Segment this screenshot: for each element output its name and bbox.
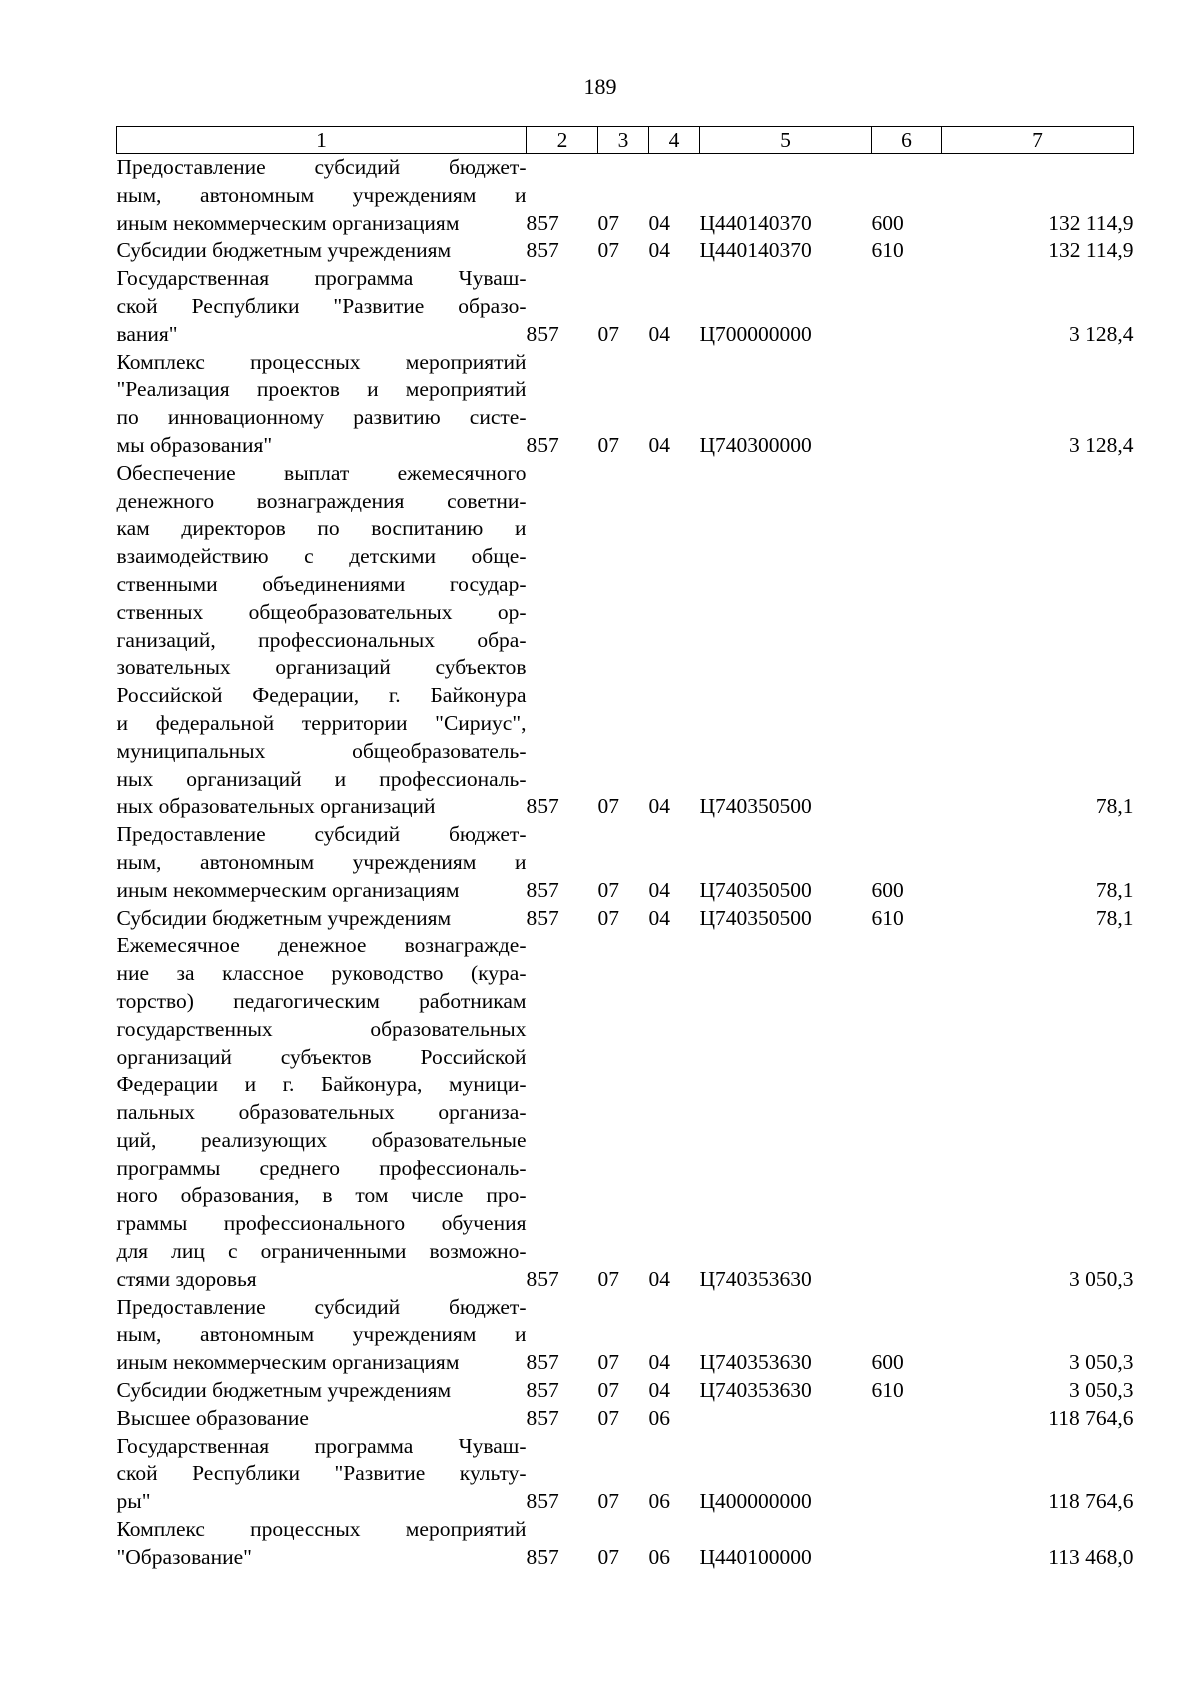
subsection-code: 06 bbox=[648, 1405, 670, 1430]
ministry-code: 857 bbox=[526, 1544, 559, 1569]
amount-value: 78,1 bbox=[1095, 877, 1134, 902]
ministry-code: 857 bbox=[526, 210, 559, 235]
subsection-code: 04 bbox=[648, 432, 670, 457]
ministry-code: 857 bbox=[526, 238, 559, 263]
row-name-line: ственными объединениями государ- bbox=[116, 571, 527, 596]
target-article-code: Ц740353630 bbox=[699, 1350, 812, 1375]
ministry-code: 857 bbox=[526, 1489, 559, 1514]
amount-value: 132 114,9 bbox=[1048, 210, 1134, 235]
section-code: 07 bbox=[597, 794, 619, 819]
amount-value: 113 468,0 bbox=[1048, 1544, 1134, 1569]
table-row bbox=[117, 1433, 1134, 1516]
row-name-line: вания" bbox=[116, 321, 178, 346]
row-name-line: Федерации и г. Байконура, муници- bbox=[116, 1072, 527, 1097]
row-name-line: по инновационному развитию систе- bbox=[116, 405, 527, 430]
expense-type-code bbox=[872, 460, 942, 821]
expense-type-code: 600 bbox=[871, 1350, 904, 1375]
column-header-3: 3 bbox=[598, 127, 649, 154]
section-code: 07 bbox=[597, 238, 619, 263]
expense-type-code bbox=[872, 1516, 942, 1572]
section-code: 07 bbox=[597, 321, 619, 346]
row-name-line: ным, автономным учреждениям и bbox=[116, 849, 527, 874]
row-name-line: ным, автономным учреждениям и bbox=[116, 1322, 527, 1347]
section-code: 07 bbox=[597, 1544, 619, 1569]
target-article-code: Ц740350500 bbox=[699, 794, 812, 819]
row-name bbox=[117, 154, 527, 238]
amount-value: 78,1 bbox=[1095, 905, 1134, 930]
column-header-1: 1 bbox=[117, 127, 527, 154]
row-name bbox=[117, 1294, 527, 1377]
row-name-line: кам директоров по воспитанию и bbox=[116, 516, 527, 541]
target-article-code: Ц740353630 bbox=[699, 1378, 812, 1403]
amount-value: 132 114,9 bbox=[1048, 238, 1134, 263]
row-name-line: "Образование" bbox=[116, 1544, 252, 1569]
ministry-code: 857 bbox=[526, 1378, 559, 1403]
subsection-code: 04 bbox=[648, 238, 670, 263]
row-name-line: взаимодействию с детскими обще- bbox=[116, 544, 527, 569]
row-name bbox=[117, 1516, 527, 1572]
column-header-4: 4 bbox=[649, 127, 700, 154]
amount-value: 3 128,4 bbox=[1069, 432, 1134, 457]
subsection-code: 04 bbox=[648, 905, 670, 930]
table-row bbox=[117, 460, 1134, 821]
budget-table bbox=[116, 126, 1134, 1572]
row-name-line: ской Республики "Развитие культу- bbox=[116, 1461, 527, 1486]
subsection-code: 04 bbox=[648, 1350, 670, 1375]
table-body bbox=[117, 154, 1134, 1572]
row-name bbox=[117, 905, 527, 933]
table-row bbox=[117, 1377, 1134, 1405]
row-name-line: Высшее образование bbox=[116, 1405, 309, 1430]
ministry-code: 857 bbox=[526, 1266, 559, 1291]
column-header-7: 7 bbox=[942, 127, 1134, 154]
column-header-2: 2 bbox=[527, 127, 598, 154]
table-row bbox=[117, 1294, 1134, 1377]
table-row bbox=[117, 154, 1134, 238]
amount-value: 78,1 bbox=[1095, 794, 1134, 819]
section-code: 07 bbox=[597, 905, 619, 930]
column-header-5: 5 bbox=[700, 127, 872, 154]
row-name-line: ственных общеобразовательных ор- bbox=[116, 599, 527, 624]
section-code: 07 bbox=[597, 877, 619, 902]
row-name-line: Субсидии бюджетным учреждениям bbox=[116, 1378, 452, 1403]
row-name-line: ного образования, в том числе про- bbox=[116, 1183, 527, 1208]
row-name-line: организаций субъектов Российской bbox=[116, 1044, 527, 1069]
row-name-line: Предоставление субсидий бюджет- bbox=[116, 1294, 527, 1319]
row-name-line: мы образования" bbox=[116, 432, 273, 457]
subsection-code: 04 bbox=[648, 877, 670, 902]
expense-type-code bbox=[872, 1405, 942, 1433]
row-name-line: пальных образовательных организа- bbox=[116, 1100, 527, 1125]
subsection-code: 04 bbox=[648, 321, 670, 346]
row-name-line: Государственная программа Чуваш- bbox=[116, 266, 527, 291]
table-row bbox=[117, 821, 1134, 904]
row-name-line: ганизаций, профессиональных обра- bbox=[116, 627, 527, 652]
expense-type-code: 600 bbox=[871, 210, 904, 235]
section-code: 07 bbox=[597, 1405, 619, 1430]
row-name bbox=[117, 821, 527, 904]
row-name-line: Ежемесячное денежное вознагражде- bbox=[116, 933, 527, 958]
target-article-code: Ц740350500 bbox=[699, 905, 812, 930]
target-article-code: Ц740353630 bbox=[699, 1266, 812, 1291]
row-name-line: ры" bbox=[116, 1489, 151, 1514]
row-name bbox=[117, 349, 527, 460]
ministry-code: 857 bbox=[526, 794, 559, 819]
row-name-line: "Реализация проектов и мероприятий bbox=[116, 377, 527, 402]
row-name-line: ным, автономным учреждениям и bbox=[116, 182, 527, 207]
row-name-line: Обеспечение выплат ежемесячного bbox=[116, 460, 527, 485]
row-name-line: Субсидии бюджетным учреждениям bbox=[116, 905, 452, 930]
row-name-line: торство) педагогическим работникам bbox=[116, 988, 527, 1013]
table-row bbox=[117, 237, 1134, 265]
table-row bbox=[117, 905, 1134, 933]
table-row bbox=[117, 1405, 1134, 1433]
ministry-code: 857 bbox=[526, 1405, 559, 1430]
table-row bbox=[117, 1516, 1134, 1572]
row-name-line: граммы профессионального обучения bbox=[116, 1211, 527, 1236]
row-name-line: Государственная программа Чуваш- bbox=[116, 1433, 527, 1458]
target-article-code: Ц740300000 bbox=[699, 432, 812, 457]
row-name-line: ской Республики "Развитие образо- bbox=[116, 293, 527, 318]
section-code: 07 bbox=[597, 210, 619, 235]
expense-type-code: 610 bbox=[871, 905, 904, 930]
section-code: 07 bbox=[597, 1378, 619, 1403]
row-name-line: иным некоммерческим организациям bbox=[116, 210, 460, 235]
row-name bbox=[117, 460, 527, 821]
row-name-line: муниципальных общеобразователь- bbox=[116, 738, 527, 763]
row-name-line: для лиц с ограниченными возможно- bbox=[116, 1239, 527, 1264]
row-name-line: Субсидии бюджетным учреждениям bbox=[116, 238, 452, 263]
row-name-line: Российской Федерации, г. Байконура bbox=[116, 683, 527, 708]
target-article-code: Ц440140370 bbox=[699, 210, 812, 235]
row-name-line: Предоставление субсидий бюджет- bbox=[116, 822, 527, 847]
expense-type-code bbox=[872, 349, 942, 460]
subsection-code: 04 bbox=[648, 1378, 670, 1403]
row-name bbox=[117, 1377, 527, 1405]
row-name bbox=[117, 237, 527, 265]
row-name bbox=[117, 932, 527, 1293]
section-code: 07 bbox=[597, 1489, 619, 1514]
amount-value: 3 128,4 bbox=[1069, 321, 1134, 346]
section-code: 07 bbox=[597, 432, 619, 457]
subsection-code: 04 bbox=[648, 1266, 670, 1291]
ministry-code: 857 bbox=[526, 877, 559, 902]
row-name-line: иным некоммерческим организациям bbox=[116, 1350, 460, 1375]
row-name-line: стями здоровья bbox=[116, 1266, 257, 1291]
target-article-code: Ц740350500 bbox=[699, 877, 812, 902]
row-name-line: и федеральной территории "Сириус", bbox=[116, 710, 527, 735]
row-name-line: ций, реализующих образовательные bbox=[116, 1127, 527, 1152]
expense-type-code bbox=[872, 932, 942, 1293]
table-row bbox=[117, 349, 1134, 460]
target-article-code: Ц440100000 bbox=[699, 1544, 812, 1569]
row-name-line: Предоставление субсидий бюджет- bbox=[116, 155, 527, 179]
table-row bbox=[117, 932, 1134, 1293]
row-name-line: Комплекс процессных мероприятий bbox=[116, 349, 527, 374]
target-article-code bbox=[700, 1405, 872, 1433]
row-name bbox=[117, 1433, 527, 1516]
amount-value: 3 050,3 bbox=[1069, 1378, 1134, 1403]
amount-value: 118 764,6 bbox=[1048, 1489, 1134, 1514]
table-header-row bbox=[117, 127, 1134, 154]
row-name-line: Комплекс процессных мероприятий bbox=[116, 1517, 527, 1542]
row-name bbox=[117, 1405, 527, 1433]
table-row bbox=[117, 265, 1134, 348]
expense-type-code: 600 bbox=[871, 877, 904, 902]
row-name-line: денежного вознаграждения советни- bbox=[116, 488, 527, 513]
subsection-code: 04 bbox=[648, 210, 670, 235]
amount-value: 3 050,3 bbox=[1069, 1266, 1134, 1291]
row-name-line: иным некоммерческим организациям bbox=[116, 877, 460, 902]
row-name bbox=[117, 265, 527, 348]
section-code: 07 bbox=[597, 1350, 619, 1375]
ministry-code: 857 bbox=[526, 432, 559, 457]
ministry-code: 857 bbox=[526, 905, 559, 930]
row-name-line: ние за классное руководство (кура- bbox=[116, 961, 527, 986]
target-article-code: Ц400000000 bbox=[699, 1489, 812, 1514]
expense-type-code bbox=[872, 1433, 942, 1516]
target-article-code: Ц700000000 bbox=[699, 321, 812, 346]
expense-type-code: 610 bbox=[871, 238, 904, 263]
ministry-code: 857 bbox=[526, 321, 559, 346]
subsection-code: 06 bbox=[648, 1489, 670, 1514]
amount-value: 118 764,6 bbox=[1048, 1405, 1134, 1430]
expense-type-code bbox=[872, 265, 942, 348]
row-name-line: зовательных организаций субъектов bbox=[116, 655, 527, 680]
page-number: 189 bbox=[583, 74, 617, 99]
subsection-code: 04 bbox=[648, 794, 670, 819]
amount-value: 3 050,3 bbox=[1069, 1350, 1134, 1375]
row-name-line: государственных образовательных bbox=[116, 1016, 527, 1041]
ministry-code: 857 bbox=[526, 1350, 559, 1375]
target-article-code: Ц440140370 bbox=[699, 238, 812, 263]
section-code: 07 bbox=[597, 1266, 619, 1291]
row-name-line: ных образовательных организаций bbox=[116, 794, 436, 819]
row-name-line: ных организаций и профессиональ- bbox=[116, 766, 527, 791]
expense-type-code: 610 bbox=[871, 1378, 904, 1403]
subsection-code: 06 bbox=[648, 1544, 670, 1569]
row-name-line: программы среднего профессиональ- bbox=[116, 1155, 527, 1180]
column-header-6: 6 bbox=[872, 127, 942, 154]
